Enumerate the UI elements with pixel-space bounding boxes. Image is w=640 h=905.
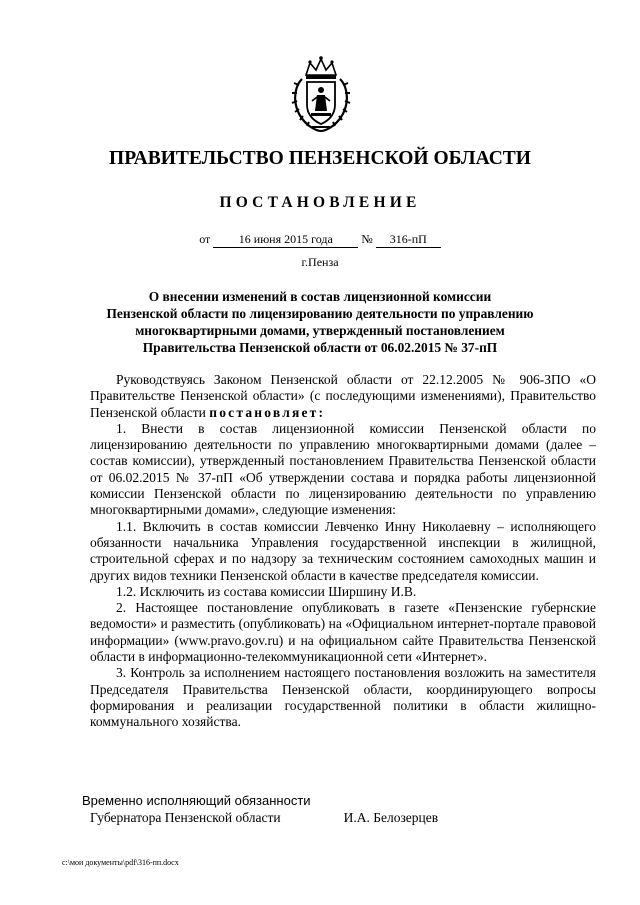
clause-1-2: 1.2. Исключить из состава комиссии Ширшину И.В. xyxy=(116,583,417,599)
title-line: Правительства Пензенской области от 06.02.2015 № 37-пП xyxy=(142,340,498,355)
file-path-footer: c:\мои документы\pdf\316-пп.docx xyxy=(62,858,179,867)
city: г.Пенза xyxy=(301,255,339,269)
document-title xyxy=(95,288,545,356)
title-line: многоквартирными домами, утвержденный постановлением xyxy=(135,323,505,338)
signatory-name: И.А. Белозерцев xyxy=(343,810,439,825)
number-prefix: № xyxy=(361,232,373,246)
signatory-row xyxy=(82,809,542,826)
clause-3: 3. Контроль за исполнением настоящего постановления возложить на заместителя Председателя Правительства Пензенской области, координирующего вопросы формирования и реализации государственной политики в области жилищно-коммунального хозяйства. xyxy=(90,665,596,730)
date-number-line xyxy=(0,232,640,248)
decrees-word: постановляет: xyxy=(209,404,326,420)
document-type: ПОСТАНОВЛЕНИЕ xyxy=(219,194,421,211)
coat-of-arms-emblem xyxy=(290,55,352,133)
preamble-paragraph xyxy=(90,372,596,421)
title-line: О внесении изменений в состав лицензионной комиссии xyxy=(148,289,492,304)
issuing-authority: ПРАВИТЕЛЬСТВО ПЕНЗЕНСКОЙ ОБЛАСТИ xyxy=(109,148,531,169)
title-line: Пензенской области по лицензированию деятельности по управлению xyxy=(106,306,534,321)
clause-2: 2. Настоящее постановление опубликовать в газете «Пензенские губернские ведомости» и разместить (опубликовать) на «Официальном интернет-портале правовой информации» (www.pravo.gov.ru) и на официальном сайте Правительства Пензенской области в информационно-телекоммуникационной сети «Интернет». xyxy=(90,600,596,665)
date-prefix: от xyxy=(199,232,211,246)
document-date: 16 июня 2015 года xyxy=(213,232,358,248)
clause-1-1: 1.1. Включить в состав комиссии Левченко Инну Николаевну – исполняющего обязанности начальника Управления государственной инспекции в жилищной, строительной сферах и по надзору за техническим состоянием самоходных машин и других видов техники Пензенской области в качестве председателя комиссии. xyxy=(90,518,596,583)
signatory-role: Временно исполняющий обязанности xyxy=(82,793,311,808)
clause-1: 1. Внести в состав лицензионной комиссии Пензенской области по лицензированию деятельности по управлению многоквартирными домами (далее – состав комиссии), утвержденный постановлением Правительства Пензенской области от 06.02.2015 № 37-пП «Об утверждении состава и порядка работы лицензионной комиссии Пензенской области по лицензированию деятельности по управлению многоквартирными домами», следующие изменения: xyxy=(90,420,596,518)
signatory-position: Губернатора Пензенской области xyxy=(90,810,281,825)
signature-block xyxy=(82,792,542,826)
document-number: 316-пП xyxy=(376,232,441,248)
document-body xyxy=(90,372,596,731)
preamble-text: Руководствуясь Законом Пензенской области от 22.12.2005 № 906-ЗПО «О Правительстве Пензенской области» (с последующими изменениями), Правительство Пензенской области xyxy=(90,372,596,420)
